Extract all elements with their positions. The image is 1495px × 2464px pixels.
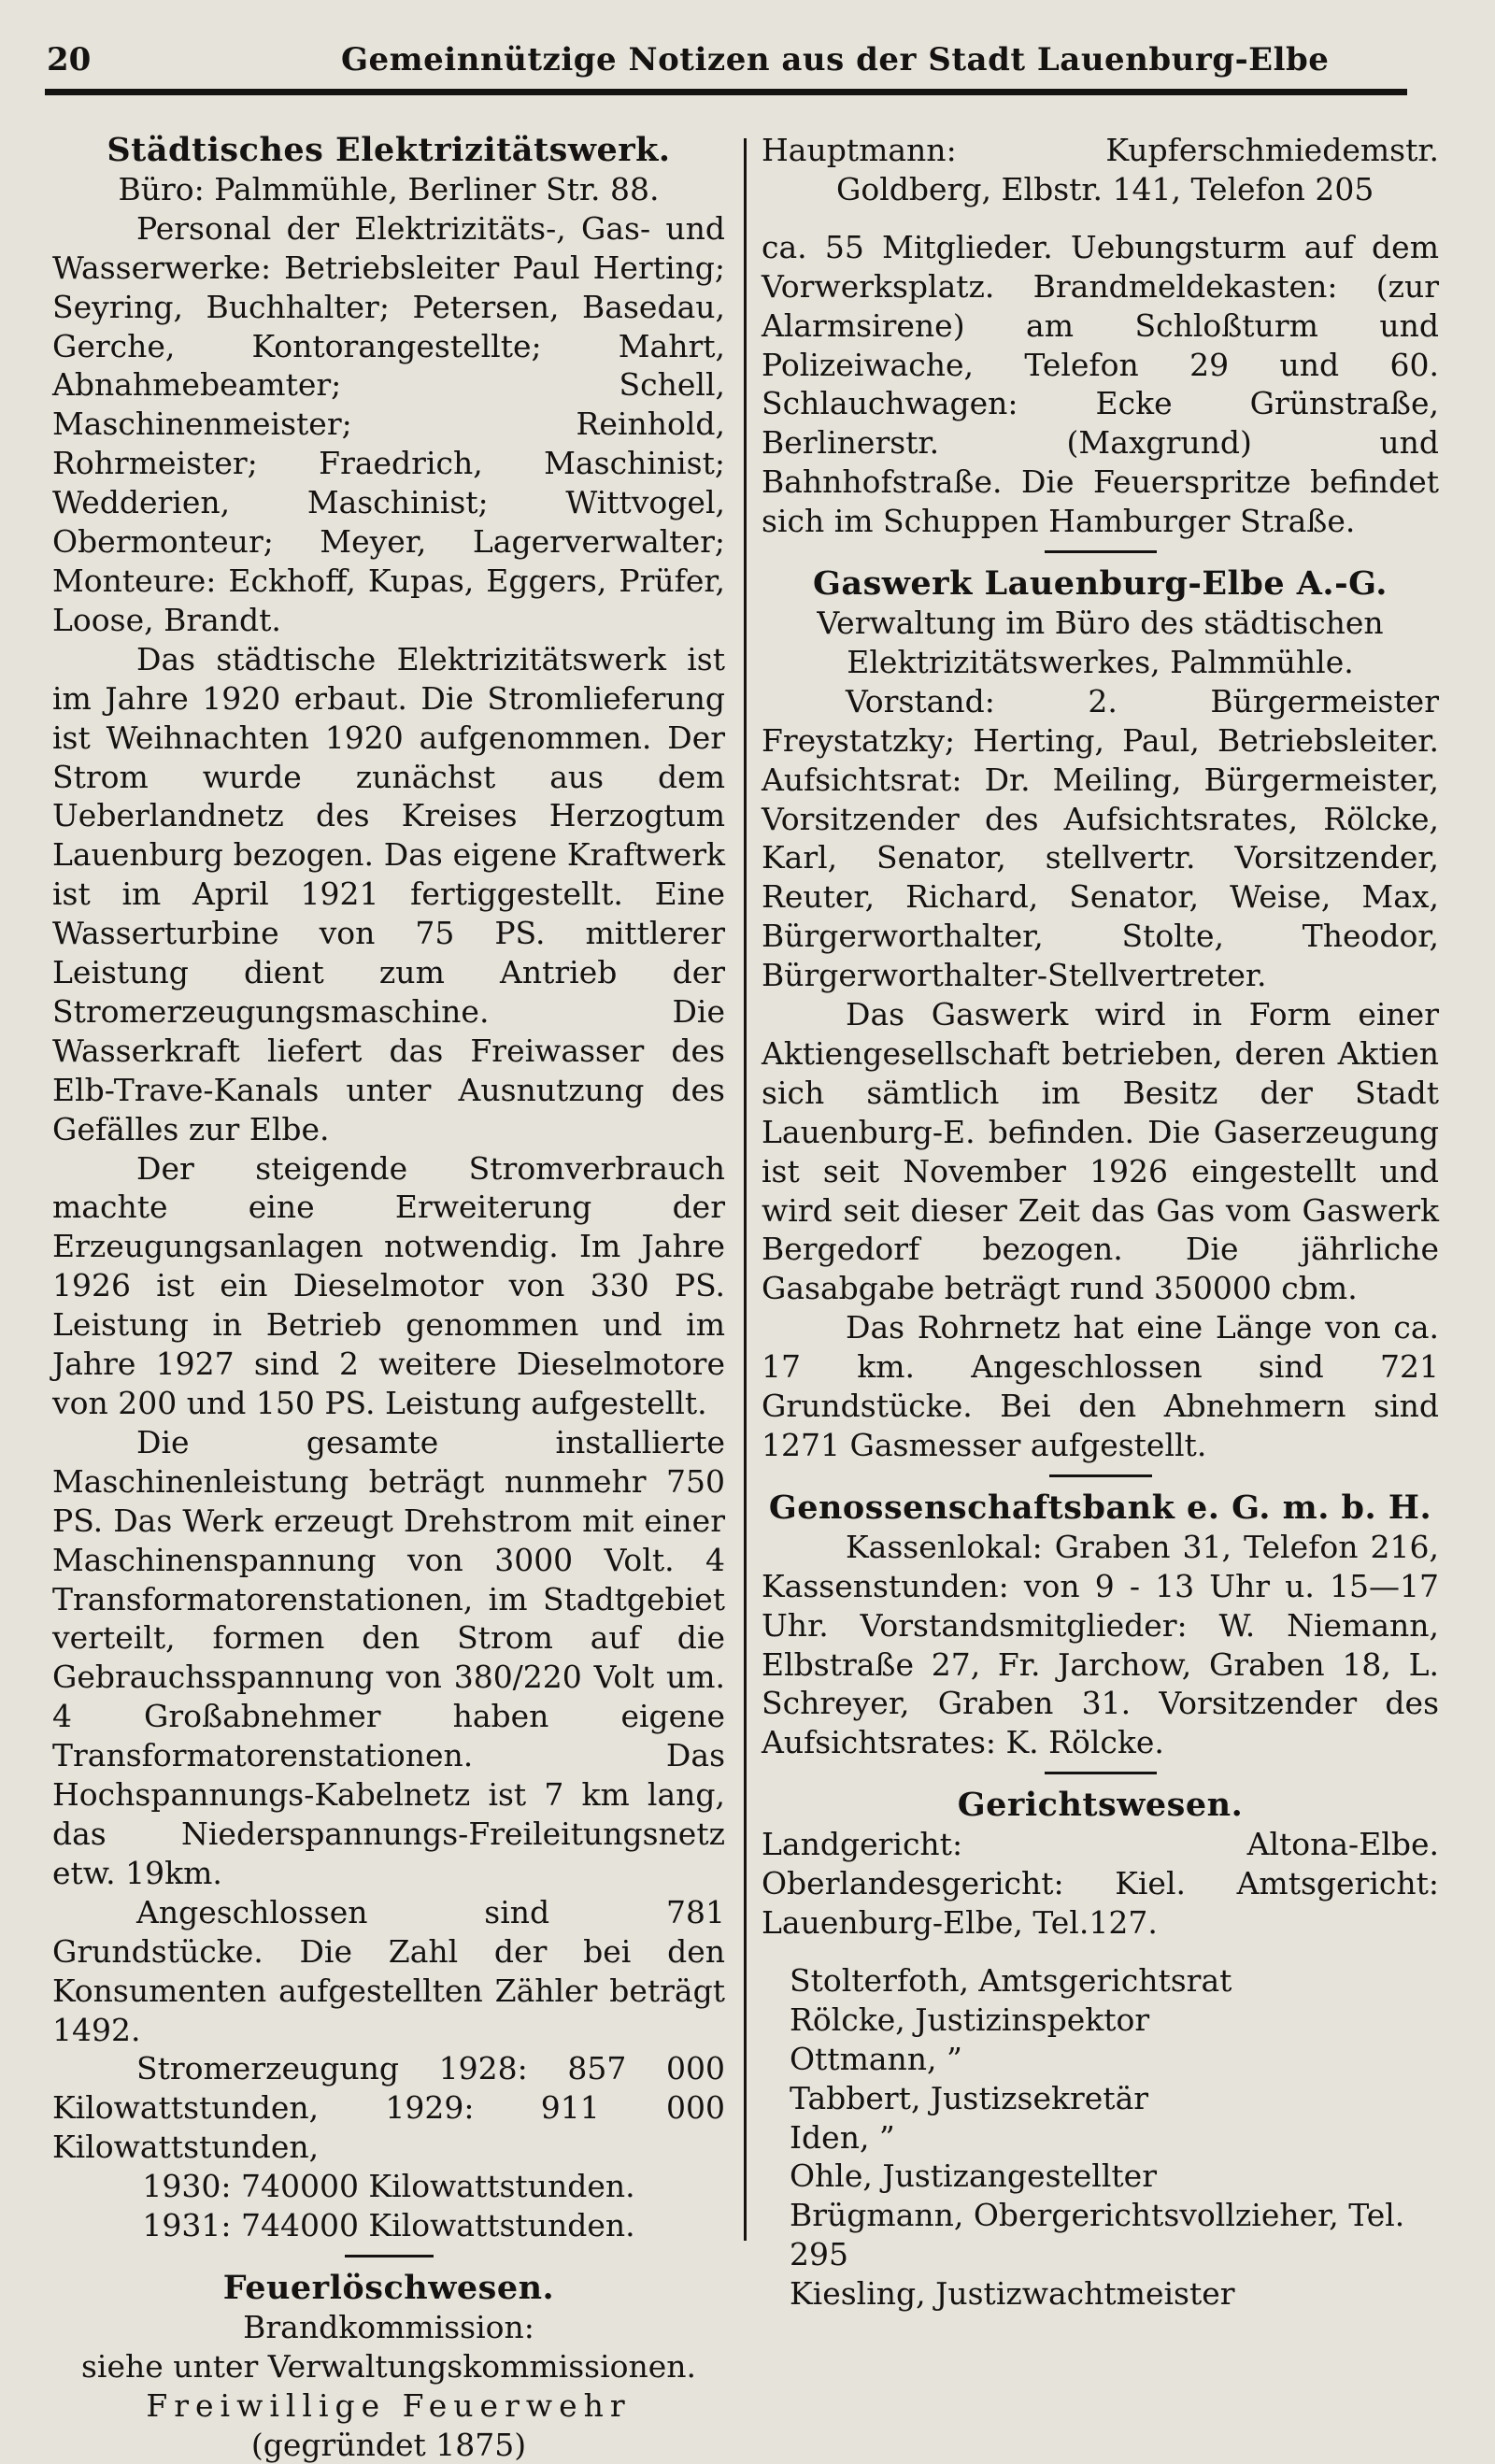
list-item: Stolterfoth, Amtsgerichtsrat	[790, 1961, 1232, 1999]
spacer	[762, 1943, 1439, 1961]
brandkommission-label: Brandkommission:	[243, 2308, 534, 2345]
header-rule	[45, 89, 1407, 95]
section-heading-elektrizitaetswerk: Städtisches Elektrizitätswerk.	[107, 131, 671, 169]
section-heading-gaswerk: Gaswerk Lauenburg-Elbe A.-G.	[813, 564, 1388, 604]
list-item: Kiesling, Justizwachtmeister	[790, 2275, 1235, 2313]
freiwillige-feuerwehr-title: Freiwillige Feuerwehr	[146, 2386, 632, 2424]
section-heading-gerichtswesen: Gerichtswesen.	[957, 1786, 1244, 1825]
section-separator	[1049, 1474, 1152, 1477]
feuerwehr-details: ca. 55 Mitglieder. Uebungsturm auf dem Vorwerksplatz. Brandmeldekasten: (zur Alarmsirene) am Schloßturm und Polizeiwache, Telefon 29 und 60. Schlauchwagen: Ecke Grünstraße, Berlinerstr. (Maxgrund) und Bahnhofstraße. Die Feuerspritze befindet sich im Schuppen Hamburger Straße.	[762, 228, 1439, 540]
gaswerk-board: Vorstand: 2. Bürgermeister Freystatzky; Herting, Paul, Betriebsleiter. Aufsichtsrat: Dr. Meiling, Bürgermeister, Vorsitzender des Aufsichtsrates, Rölcke, Karl, Senator, stellvertr. Vorsitzender, Reuter, Richard, Senator, Weise, Max, Bürgerworthalter, Stolte, Theodor, Bürgerworthalter-Stellvertreter.	[762, 682, 1439, 994]
list-item: Iden, ”	[790, 2118, 895, 2156]
gaswerk-network: Das Rohrnetz hat eine Länge von ca. 17 km. Angeschlossen sind 721 Grundstücke. Bei den Abnehmern sind 1271 Gasmesser aufgestellt.	[762, 1309, 1439, 1463]
list-item: Ohle, Justizangestellter	[790, 2158, 1157, 2195]
list-item: Tabbert, Justizsekretär	[790, 2079, 1149, 2116]
court-staff-list	[762, 1961, 1439, 2314]
gaswerk-company: Das Gaswerk wird in Form einer Aktiengesellschaft betrieben, deren Aktien sich sämtlich im Besitz der Stadt Lauenburg-E. befinden. Die Gaserzeugung ist seit November 1926 eingestellt und wird seit dieser Zeit das Gas vom Gaswerk Bergedorf bezogen. Die jährliche Gasabgabe beträgt rund 350000 cbm.	[762, 996, 1439, 1307]
feuerwehr-founded: (gegründet 1875)	[250, 2426, 527, 2463]
elektrizitaetswerk-connections: Angeschlossen sind 781 Grundstücke. Die Zahl der bei den Konsumenten aufgestellten Zähler beträgt 1492.	[52, 1893, 725, 2048]
elektrizitaetswerk-capacity: Die gesamte installierte Maschinenleistung beträgt nunmehr 750 PS. Das Werk erzeugt Drehstrom mit einer Maschinenspannung von 3000 Volt. 4 Transformatorenstationen, im Stadtgebiet verteilt, formen den Strom auf die Gebrauchsspannung von 380/220 Volt um. 4 Großabnehmer haben eigene Transformatorenstationen. Das Hochspannungs-Kabelnetz ist 7 km lang, das Niederspannungs-Freileitungsnetz etw. 19km.	[52, 1423, 725, 1891]
feuerwehr-hauptmann: Hauptmann: Kupferschmiedemstr. Goldberg, Elbstr. 141, Telefon 205	[762, 132, 1439, 207]
elektrizitaetswerk-production: Stromerzeugung 1928: 857 000 Kilowattstunden, 1929: 911 000 Kilowattstunden,	[52, 2050, 725, 2166]
section-separator	[345, 2255, 434, 2257]
elektrizitaetswerk-history: Das städtische Elektrizitätswerk ist im Jahre 1920 erbaut. Die Stromlieferung ist Weihnachten 1920 aufgenommen. Der Strom wurde zunächst aus dem Ueberlandnetz des Kreises Herzogtum Lauenburg bezogen. Das eigene Kraftwerk ist im April 1921 fertiggestellt. Eine Wasserturbine von 75 PS. mittlerer Leistung dient zum Antrieb der Stromerzeugungsmaschine. Die Wasserkraft liefert das Freiwasser des Elb-Trave-Kanals unter Ausnutzung des Gefälles zur Elbe.	[52, 640, 725, 1147]
section-separator	[1045, 550, 1157, 553]
section-separator	[1045, 1772, 1157, 1774]
production-1930: 1930: 740000 Kilowattstunden.	[142, 2168, 635, 2205]
list-item: Rölcke, Justizinspektor	[790, 2001, 1150, 2038]
gerichtswesen-courts: Landgericht: Altona-Elbe. Oberlandesgericht: Kiel. Amtsgericht: Lauenburg-Elbe, Tel.127.	[762, 1826, 1439, 1941]
gaswerk-administration: Verwaltung im Büro des städtischen Elektrizitätswerkes, Palmmühle.	[817, 604, 1384, 680]
left-column	[52, 131, 725, 2464]
elektrizitaetswerk-expansion: Der steigende Stromverbrauch machte eine Erweiterung der Erzeugungsanlagen notwendig. Im Jahre 1926 ist ein Dieselmotor von 330 PS. Leistung in Betrieb genommen und im Jahre 1927 sind 2 weitere Dieselmotore von 200 und 150 PS. Leistung aufgestellt.	[52, 1149, 725, 1421]
column-divider	[744, 138, 747, 2241]
page-number: 20	[47, 41, 92, 78]
section-heading-genossenschaftsbank: Genossenschaftsbank e. G. m. b. H.	[768, 1488, 1432, 1527]
elektrizitaetswerk-personnel: Personal der Elektrizitäts-, Gas- und Wasserwerke: Betriebsleiter Paul Herting; Seyring, Buchhalter; Petersen, Basedau, Gerche, Kontorangestellte; Mahrt, Abnahmebeamter; Schell, Maschinenmeister; Reinhold, Rohrmeister; Fraedrich, Maschinist; Wedderien, Maschinist; Wittvogel, Obermonteur; Meyer, Lagerverwalter; Monteure: Eckhoff, Kupas, Eggers, Prüfer, Loose, Brandt.	[52, 209, 725, 638]
list-item: Brügmann, Obergerichtsvollzieher, Tel. 295	[790, 2197, 1405, 2273]
running-header	[47, 34, 1411, 86]
spacer	[762, 209, 1439, 228]
elektrizitaetswerk-office: Büro: Palmmühle, Berliner Str. 88.	[118, 170, 660, 207]
right-column	[762, 131, 1439, 2314]
section-heading-feuerloeschwesen: Feuerlöschwesen.	[222, 2268, 555, 2307]
list-item: Ottmann, ”	[790, 2040, 962, 2077]
production-1931: 1931: 744000 Kilowattstunden.	[142, 2207, 635, 2244]
brandkommission-reference: siehe unter Verwaltungskommissionen.	[80, 2347, 697, 2385]
running-title: Gemeinnützige Notizen aus der Stadt Lauenburg-Elbe	[341, 41, 1330, 78]
genossenschaftsbank-details: Kassenlokal: Graben 31, Telefon 216, Kassenstunden: von 9 - 13 Uhr u. 15—17 Uhr. Vorstandsmitglieder: W. Niemann, Elbstraße 27, Fr. Jarchow, Graben 18, L. Schreyer, Graben 31. Vorsitzender des Aufsichtsrates: K. Rölcke.	[762, 1528, 1439, 1761]
